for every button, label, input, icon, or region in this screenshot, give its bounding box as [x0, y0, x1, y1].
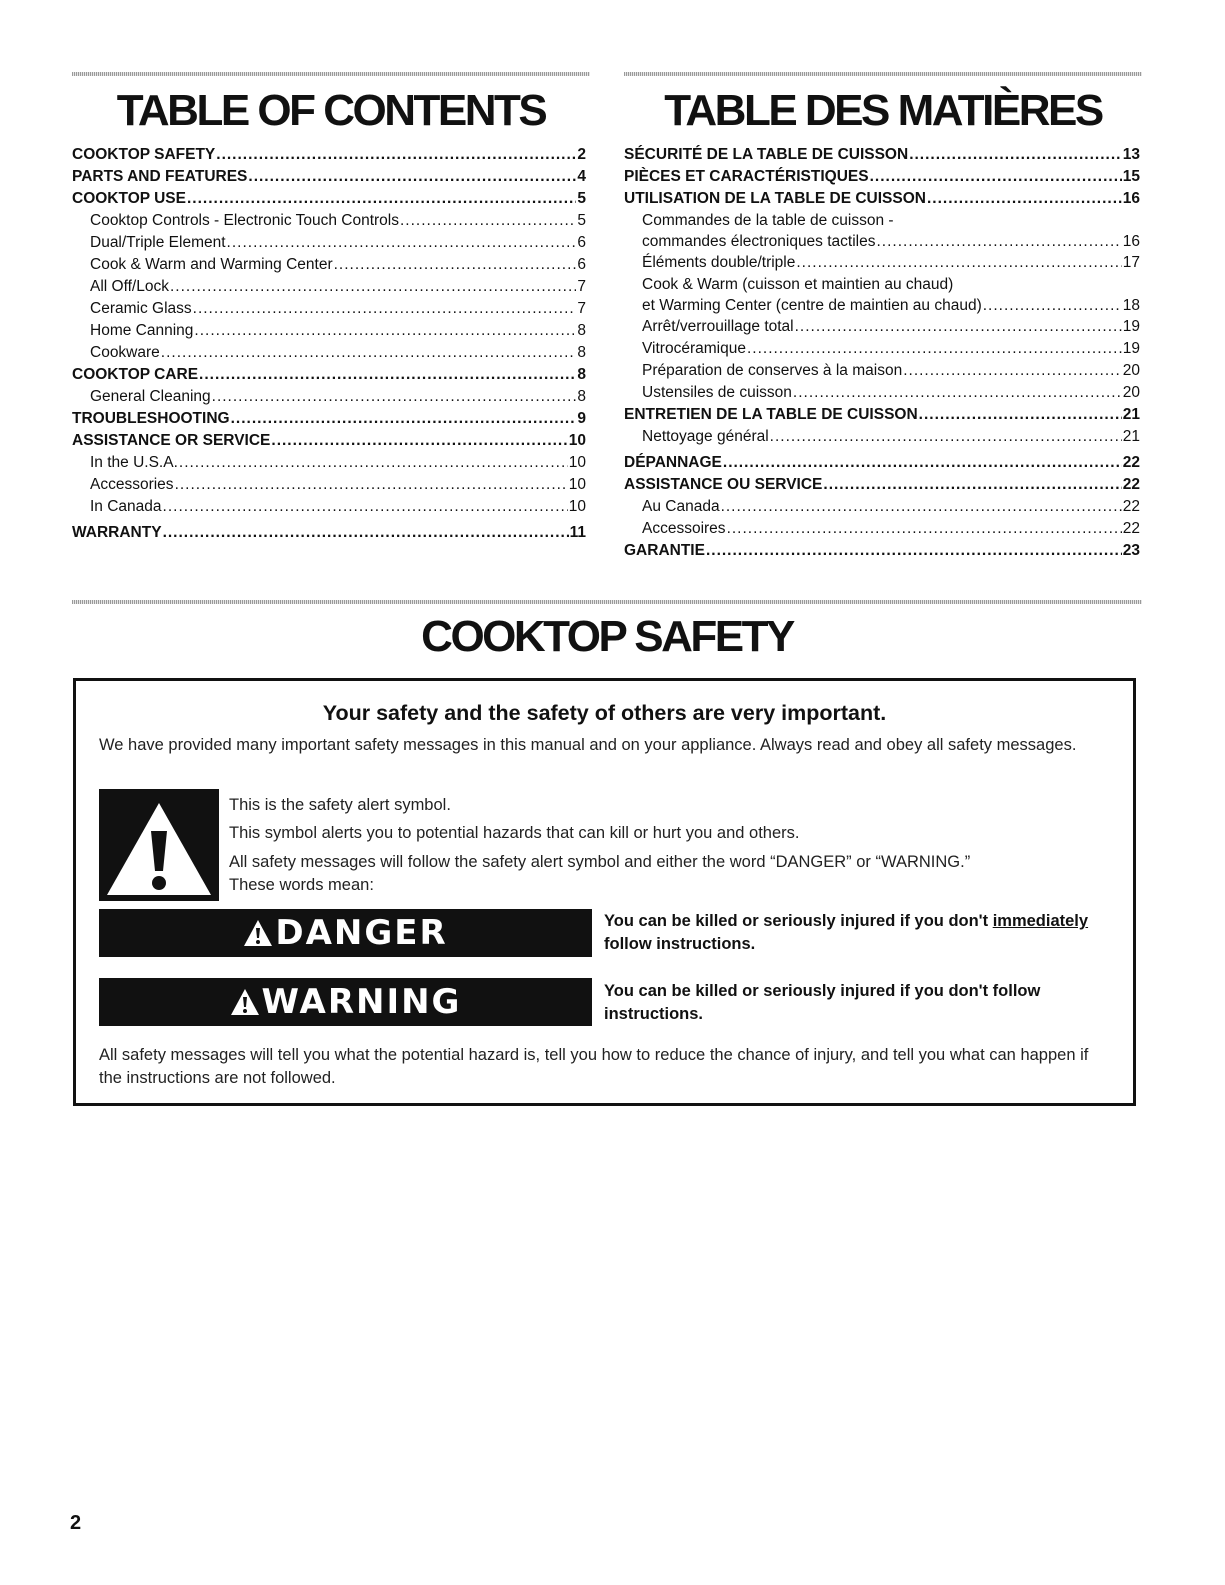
- toc-entry[interactable]: Accessories ..... 10: [72, 474, 586, 496]
- toc-entry[interactable]: Vitrocéramique ..... 19: [624, 338, 1140, 360]
- danger-description: You can be killed or seriously injured if you don't immediately follow instructions.: [604, 912, 1089, 953]
- safety-box: [73, 678, 1136, 1106]
- alert-line: All safety messages will follow the safety alert symbol and either the word “DANGER” or “WARNING.”: [229, 853, 971, 871]
- toc-entry[interactable]: Nettoyage général ..... 21: [624, 426, 1140, 448]
- safety-box-title: Your safety and the safety of others are very important.: [322, 701, 887, 725]
- warning-triangle-icon: [243, 919, 273, 947]
- safety-intro: We have provided many important safety messages in this manual and on your appliance. Always read and obey all safety messages.: [99, 736, 1077, 754]
- toc-fr-title: TABLE DES MATIÈRES: [664, 86, 1102, 135]
- toc-entry[interactable]: In Canada ..... 10: [72, 496, 586, 518]
- warning-word: WARNING: [261, 982, 462, 1022]
- divider-rule-full: [72, 600, 1142, 604]
- toc-entry[interactable]: All Off/Lock ..... 7: [72, 276, 586, 298]
- page-number: 2: [70, 1512, 82, 1534]
- toc-entry[interactable]: UTILISATION DE LA TABLE DE CUISSON ..... 16: [624, 188, 1140, 210]
- toc-entry[interactable]: Dual/Triple Element ..... 6: [72, 232, 586, 254]
- alert-line: These words mean:: [229, 876, 374, 894]
- toc-entry[interactable]: ASSISTANCE OU SERVICE ..... 22: [624, 474, 1140, 496]
- toc-entry[interactable]: Ceramic Glass ..... 7: [72, 298, 586, 320]
- toc-entry[interactable]: COOKTOP CARE ..... 8: [72, 364, 586, 386]
- toc-entry[interactable]: COOKTOP USE ..... 5: [72, 188, 586, 210]
- toc-entry[interactable]: PARTS AND FEATURES ..... 4: [72, 166, 586, 188]
- alert-line: This symbol alerts you to potential hazards that can kill or hurt you and others.: [229, 824, 800, 842]
- toc-entry[interactable]: General Cleaning ..... 8: [72, 386, 586, 408]
- toc-entry[interactable]: Cooktop Controls - Electronic Touch Controls ..... 5: [72, 210, 586, 232]
- toc-entry[interactable]: SÉCURITÉ DE LA TABLE DE CUISSON ..... 13: [624, 144, 1140, 166]
- safety-alert-icon: [99, 789, 219, 901]
- toc-en-list: [72, 144, 586, 544]
- danger-banner: [99, 909, 592, 957]
- toc-entry[interactable]: In the U.S.A. ..... 10: [72, 452, 586, 474]
- warning-triangle-icon: [230, 988, 260, 1016]
- toc-entry[interactable]: ENTRETIEN DE LA TABLE DE CUISSON ..... 21: [624, 404, 1140, 426]
- warning-description: You can be killed or seriously injured if you don't follow instructions.: [604, 982, 1041, 1023]
- toc-entry[interactable]: Préparation de conserves à la maison ..... 20: [624, 360, 1140, 382]
- toc-en-title: TABLE OF CONTENTS: [116, 86, 546, 135]
- toc-entry[interactable]: GARANTIE ..... 23: [624, 540, 1140, 562]
- toc-entry[interactable]: et Warming Center (centre de maintien au chaud) ..... 18: [624, 295, 1140, 316]
- toc-entry[interactable]: Cook & Warm and Warming Center ..... 6: [72, 254, 586, 276]
- toc-entry[interactable]: WARRANTY ..... 11: [72, 522, 586, 544]
- toc-entry[interactable]: Ustensiles de cuisson ..... 20: [624, 382, 1140, 404]
- toc-entry[interactable]: Cook & Warm (cuisson et maintien au chaud): [642, 276, 954, 293]
- toc-entry[interactable]: PIÈCES ET CARACTÉRISTIQUES ..... 15: [624, 166, 1140, 188]
- toc-entry[interactable]: Arrêt/verrouillage total ..... 19: [624, 316, 1140, 338]
- toc-fr-list: [624, 144, 1140, 562]
- toc-entry[interactable]: Home Canning ..... 8: [72, 320, 586, 342]
- toc-entry[interactable]: ASSISTANCE OR SERVICE ..... 10: [72, 430, 586, 452]
- toc-entry[interactable]: Au Canada ..... 22: [624, 496, 1140, 518]
- toc-entry[interactable]: Commandes de la table de cuisson -: [642, 212, 894, 229]
- toc-entry[interactable]: commandes électroniques tactiles ..... 16: [624, 231, 1140, 252]
- warning-banner: [99, 978, 592, 1026]
- divider-rule-right: [624, 72, 1142, 76]
- toc-entry[interactable]: DÉPANNAGE ..... 22: [624, 452, 1140, 474]
- toc-entry[interactable]: Éléments double/triple ..... 17: [624, 252, 1140, 274]
- alert-line: This is the safety alert symbol.: [229, 796, 451, 814]
- safety-heading: COOKTOP SAFETY: [421, 612, 793, 661]
- divider-rule-left: [72, 72, 590, 76]
- toc-entry[interactable]: TROUBLESHOOTING ..... 9: [72, 408, 586, 430]
- toc-entry[interactable]: Cookware ..... 8: [72, 342, 586, 364]
- toc-entry[interactable]: COOKTOP SAFETY ..... 2: [72, 144, 586, 166]
- safety-footer: All safety messages will tell you what the potential hazard is, tell you how to reduce the chance of injury, and tell you what can happen if the instructions are not followed.: [99, 1046, 1089, 1087]
- toc-entry[interactable]: Accessoires ..... 22: [624, 518, 1140, 540]
- danger-word: DANGER: [275, 913, 448, 953]
